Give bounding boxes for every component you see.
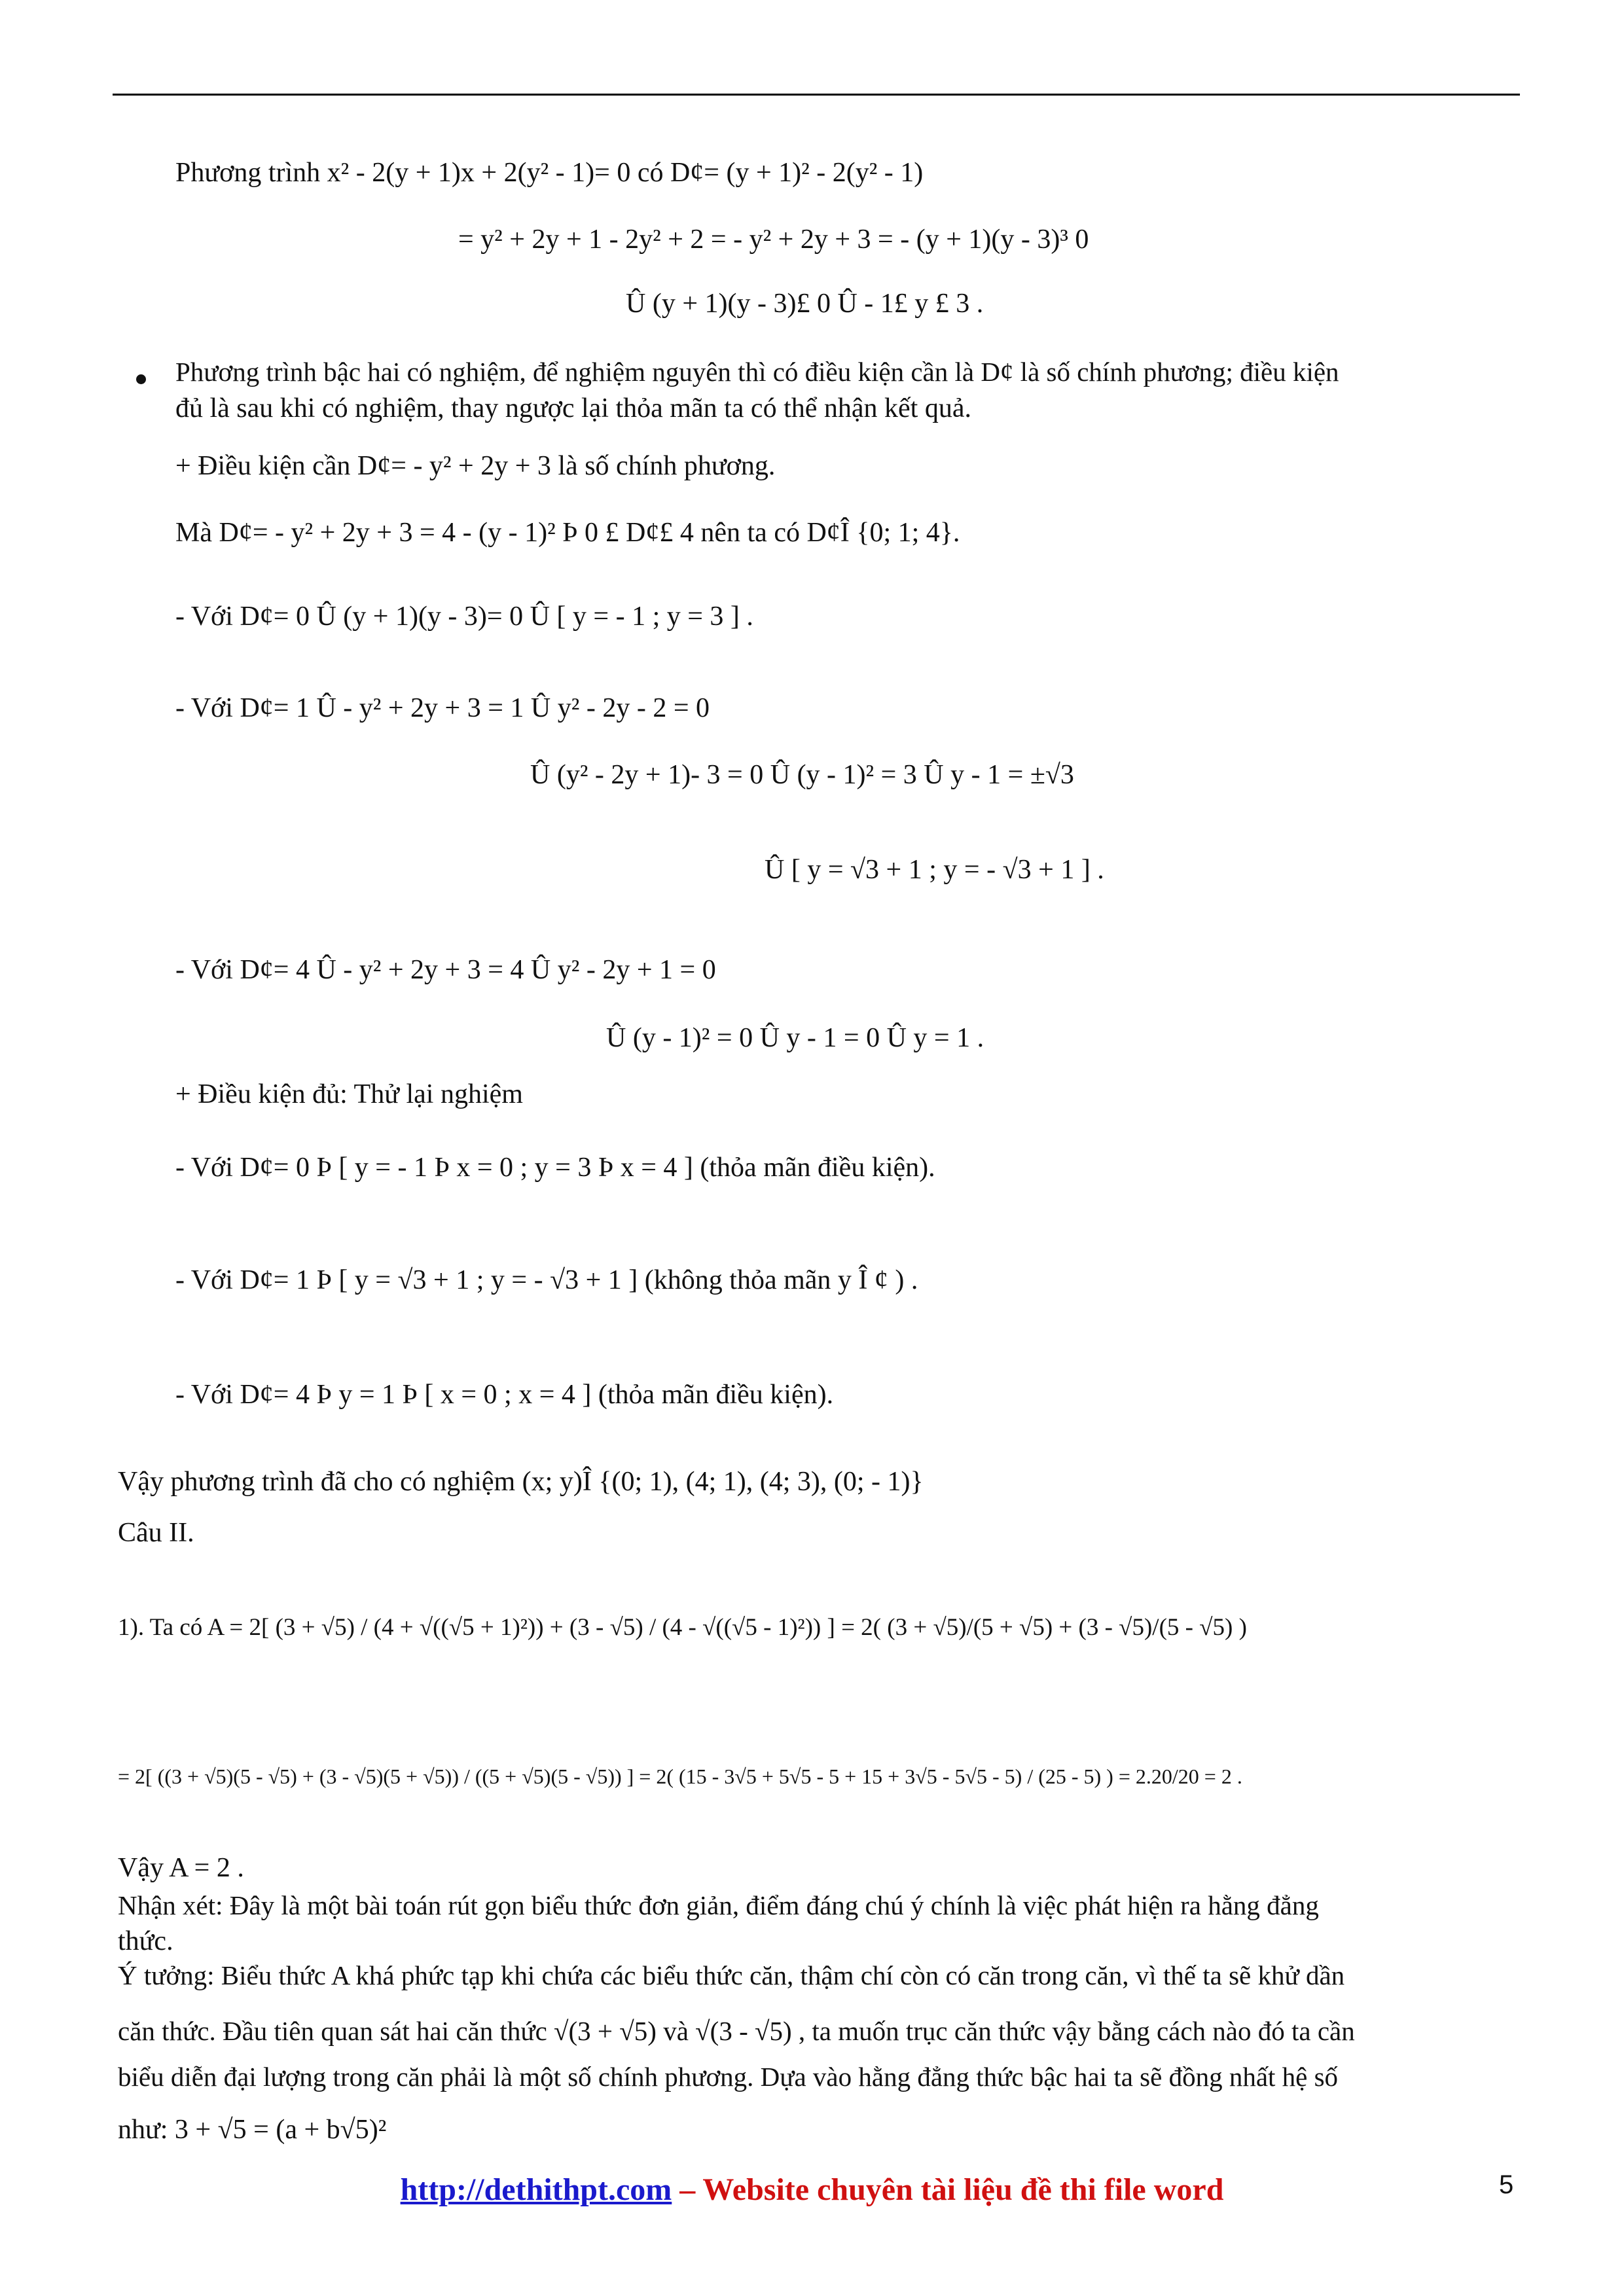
line-20: 1). Ta có A = 2[ (3 + √5) / (4 + √((√5 + 1)²)) + (3 - √5) / (4 - √((√5 - 1)²)) ] = 2( (3 + √5)/(5 + √5) + (3 - √5)/(5 - √5) ) <box>118 1614 1247 1641</box>
line-15: - Với D¢= 0 Þ [ y = - 1 Þ x = 0 ; y = 3 Þ x = 4 ] (thỏa mãn điều kiện). <box>175 1153 935 1183</box>
line-16: - Với D¢= 1 Þ [ y = √3 + 1 ; y = - √3 + 1 ] (không thỏa mãn y Î ¢ ) . <box>175 1265 918 1295</box>
line-19: Câu II. <box>118 1518 194 1548</box>
header-rule <box>113 94 1520 96</box>
footer <box>0 2172 1624 2208</box>
line-6: + Điều kiện cần D¢= - y² + 2y + 3 là số chính phương. <box>175 451 776 481</box>
footer-tagline: – Website chuyên tài liệu đề thi file word <box>672 2172 1224 2207</box>
line-7: Mà D¢= - y² + 2y + 3 = 4 - (y - 1)² Þ 0 £ D¢£ 4 nên ta có D¢Î {0; 1; 4}. <box>175 518 960 548</box>
line-9: - Với D¢= 1 Û - y² + 2y + 3 = 1 Û y² - 2y - 2 = 0 <box>175 693 710 723</box>
line-28: như: 3 + √5 = (a + b√5)² <box>118 2115 387 2145</box>
line-4: Phương trình bậc hai có nghiệm, để nghiệm nguyên thì có điều kiện cần là D¢ là số chính phương; điều kiện <box>175 357 1339 387</box>
page-number: 5 <box>1499 2170 1514 2199</box>
line-17: - Với D¢= 4 Þ y = 1 Þ [ x = 0 ; x = 4 ] (thỏa mãn điều kiện). <box>175 1380 834 1410</box>
line-12: - Với D¢= 4 Û - y² + 2y + 3 = 4 Û y² - 2y + 1 = 0 <box>175 955 716 985</box>
line-10: Û (y² - 2y + 1)- 3 = 0 Û (y - 1)² = 3 Û y - 1 = ±√3 <box>530 760 1074 790</box>
line-24: thức. <box>118 1926 173 1956</box>
line-1: Phương trình x² - 2(y + 1)x + 2(y² - 1)= 0 có D¢= (y + 1)² - 2(y² - 1) <box>175 158 924 188</box>
bullet-icon <box>136 374 146 384</box>
line-8: - Với D¢= 0 Û (y + 1)(y - 3)= 0 Û [ y = - 1 ; y = 3 ] . <box>175 601 753 632</box>
line-2: = y² + 2y + 1 - 2y² + 2 = - y² + 2y + 3 = - (y + 1)(y - 3)³ 0 <box>458 224 1089 255</box>
line-5: đủ là sau khi có nghiệm, thay ngược lại thỏa mãn ta có thể nhận kết quả. <box>175 393 971 423</box>
line-18: Vậy phương trình đã cho có nghiệm (x; y)Î {(0; 1), (4; 1), (4; 3), (0; - 1)} <box>118 1467 924 1497</box>
line-26: căn thức. Đầu tiên quan sát hai căn thức √(3 + √5) và √(3 - √5) , ta muốn trục căn thức vậy bằng cách nào đó ta cần <box>118 2016 1355 2046</box>
line-13: Û (y - 1)² = 0 Û y - 1 = 0 Û y = 1 . <box>606 1023 984 1053</box>
footer-link[interactable]: http://dethithpt.com <box>400 2172 672 2207</box>
line-23: Nhận xét: Đây là một bài toán rút gọn biểu thức đơn giản, điểm đáng chú ý chính là việc phát hiện ra hằng đẳng <box>118 1890 1319 1920</box>
line-27: biểu diễn đại lượng trong căn phải là một số chính phương. Dựa vào hằng đẳng thức bậc hai ta sẽ đồng nhất hệ số <box>118 2062 1339 2092</box>
line-3: Û (y + 1)(y - 3)£ 0 Û - 1£ y £ 3 . <box>626 289 984 319</box>
line-21: = 2[ ((3 + √5)(5 - √5) + (3 - √5)(5 + √5)) / ((5 + √5)(5 - √5)) ] = 2( (15 - 3√5 + 5√5 - 5 + 15 + 3√5 - 5√5 - 5) / (25 - 5) ) = 2.20/20 = 2 . <box>118 1765 1242 1788</box>
line-22: Vậy A = 2 . <box>118 1853 244 1883</box>
line-25: Ý tưởng: Biểu thức A khá phức tạp khi chứa các biểu thức căn, thậm chí còn có căn trong căn, vì thế ta sẽ khử dần <box>118 1960 1345 1990</box>
line-14: + Điều kiện đủ: Thử lại nghiệm <box>175 1079 523 1109</box>
line-11: Û [ y = √3 + 1 ; y = - √3 + 1 ] . <box>765 855 1104 885</box>
